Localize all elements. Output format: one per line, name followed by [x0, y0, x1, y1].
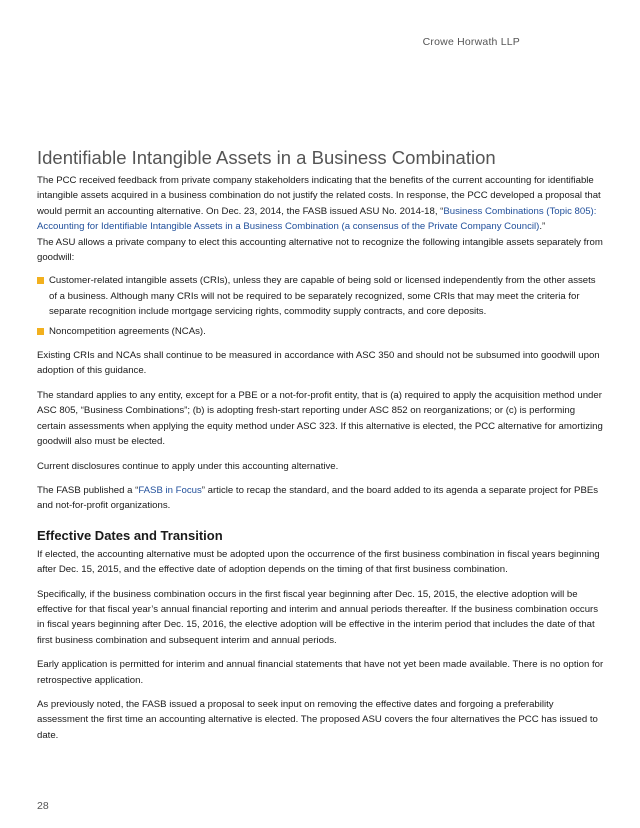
paragraph-fasb-published	[37, 483, 604, 514]
paragraph-asu-allows: The ASU allows a private company to elect this accounting alternative not to recognize the following intangible assets separately from goodwill:	[37, 236, 603, 264]
paragraph-if-elected: If elected, the accounting alternative must be adopted upon the occurrence of the first business combination in fiscal years beginning after Dec. 15, 2015, and the effective date of adoption depends on the timing of that first business combination.	[37, 548, 600, 576]
paragraph-text: .”	[539, 221, 546, 233]
list-item	[37, 273, 604, 319]
square-bullet-icon	[37, 277, 44, 284]
fasb-in-focus-link[interactable]: FASB in Focus	[138, 484, 202, 496]
page-number: 28	[37, 800, 49, 812]
section-title-intangible-assets: Identifiable Intangible Assets in a Business Combination	[37, 147, 496, 168]
paragraph-previously-noted: As previously noted, the FASB issued a proposal to seek input on removing the effective dates and forgoing a preferability assessment the first time an accounting alternative is elected. The proposed ASU covers the four alternatives the PCC has issued to date.	[37, 698, 598, 741]
square-bullet-icon	[37, 328, 44, 335]
section-title-effective-dates: Effective Dates and Transition	[37, 527, 223, 543]
paragraph-existing-cris: Existing CRIs and NCAs shall continue to be measured in accordance with ASC 350 and should not be subsumed into goodwill upon adoption of this guidance.	[37, 350, 600, 377]
list-item-text: Noncompetition agreements (NCAs).	[49, 325, 206, 337]
paragraph-standard-applies: The standard applies to any entity, except for a PBE or a not-for-profit entity, that is (a) required to apply the acquisition method under ASC 805, “Business Combinations”; (b) is adopting fresh-start reporting under ASC 852 on reorganizations; or (c) is performing certain assessments when applying the equity method under ASC 323. If this alternative is elected, the PCC alternative for amortizing goodwill also must be elected.	[37, 389, 603, 448]
paragraph-early-application: Early application is permitted for interim and annual financial statements that have not yet been made available. There is no option for retrospective application.	[37, 659, 604, 686]
paragraph-text: The PCC received feedback from private company stakeholders indicating that the benefits of the current accounting for identifiable intangible assets acquired in a business combination do not justify the related costs. In response, the PCC developed a proposal that would permit an accounting alternative. On Dec. 23, 2014, the FASB issued ASU No. 2014-18, “	[37, 175, 601, 217]
intangible-assets-list	[37, 273, 604, 339]
paragraph-text: The FASB published a “	[37, 484, 139, 496]
page-content	[37, 147, 604, 752]
paragraph-pcc-feedback	[37, 173, 604, 235]
list-item	[37, 324, 604, 339]
asu-2014-18-link[interactable]: Business Combinations (Topic 805): Accounting for Identifiable Intangible Assets in a Business Combination (a consensus of the Private Company Council)	[37, 205, 597, 233]
paragraph-current-disclosures: Current disclosures continue to apply under this accounting alternative.	[37, 460, 339, 472]
list-item-text: Customer-related intangible assets (CRIs), unless they are capable of being sold or licensed independently from the other assets of a business. Although many CRIs will not be required to be separately recognized, some CRIs that may meet the criteria for separate recognition include mortgage servicing rights, commodity supply contracts, and core deposits.	[49, 275, 596, 318]
paragraph-text: ” article to recap the standard, and the board added to its agenda a separate project for PBEs and not-for-profit organizations.	[37, 484, 599, 512]
header-firm-name: Crowe Horwath LLP	[422, 36, 520, 48]
paragraph-specifically: Specifically, if the business combination occurs in the first fiscal year beginning after Dec. 15, 2015, the elective adoption will be effective for that fiscal year’s annual financial reporting and interim and annual periods thereafter. If the business combination occurs in fiscal years beginning after Dec. 15, 2016, the elective adoption will be effective in the interim period that includes the date of that first business combination and subsequent interim and annual periods.	[37, 588, 599, 646]
